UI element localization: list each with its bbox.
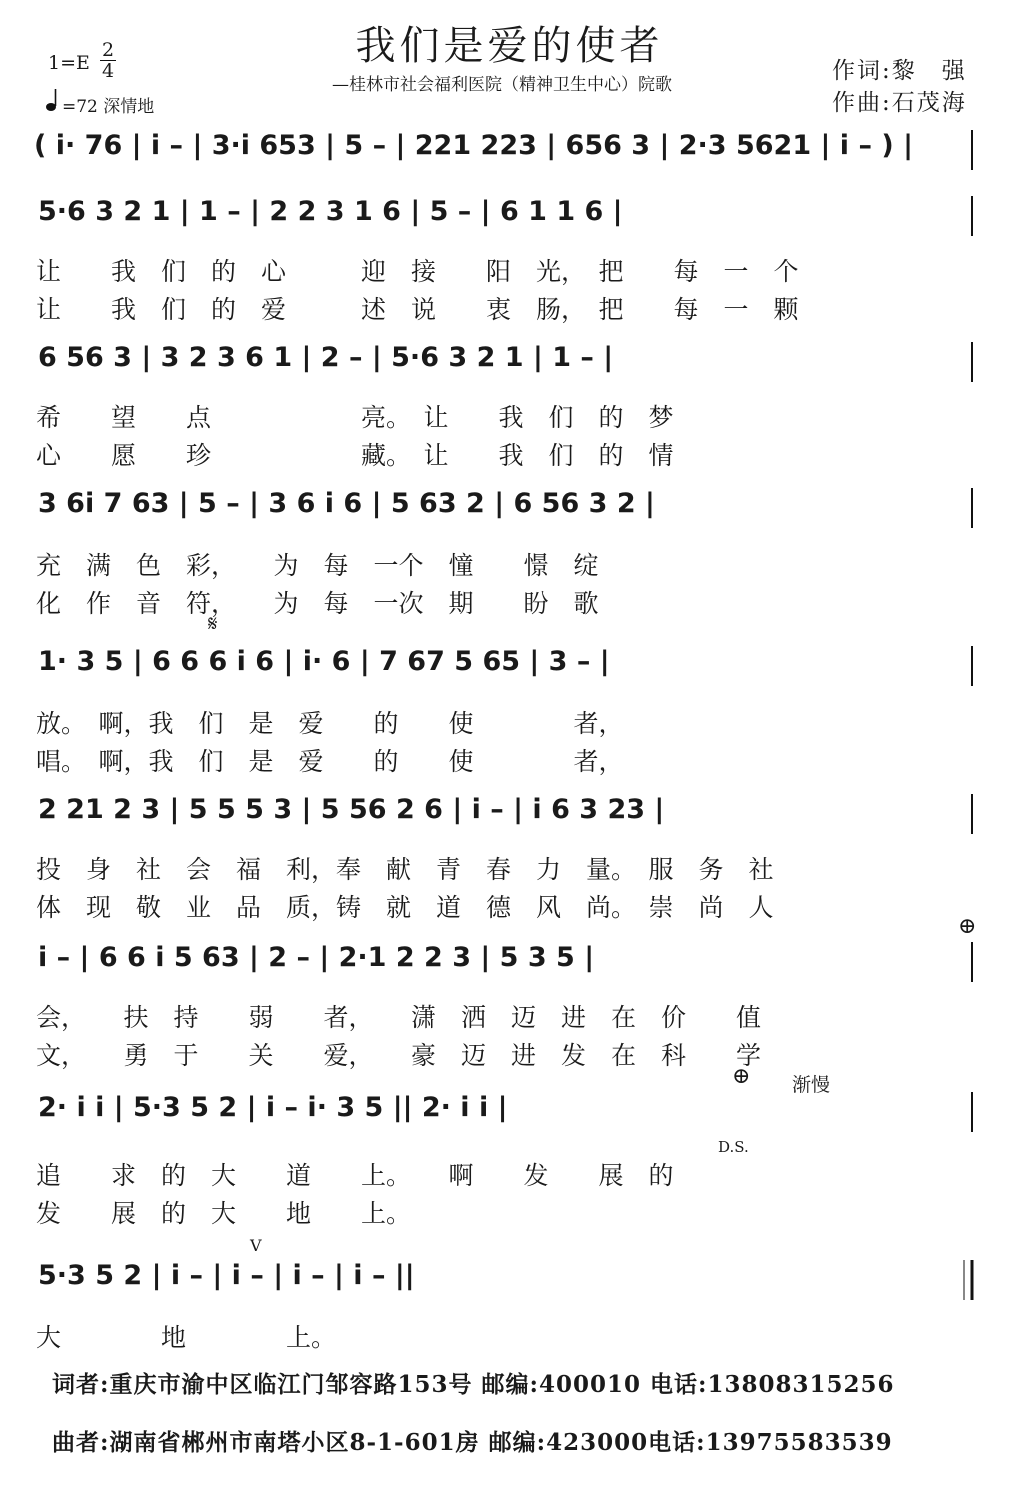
score-system: [34, 126, 980, 174]
score-system: [34, 938, 980, 986]
segno-icon: 𝄋: [208, 612, 218, 637]
score-system: [34, 790, 980, 838]
lyrics-verse-2: 心 愿 珍 藏。 让 我 们 的 情: [36, 441, 674, 470]
numbered-notes: 5·3 5 2 | i – | i – | i – | i – ||: [38, 1260, 415, 1291]
score-system: [34, 1088, 980, 1136]
lyrics-verse-1: 大 地 上。: [36, 1323, 337, 1352]
numbered-notes: 5·6 3 2 1 | 1 – | 2 2 3 1 6 | 5 – | 6 1 1 6 |: [38, 196, 623, 227]
coda-icon: ⊕: [958, 914, 977, 939]
song-subtitle: —桂林市社会福利医院（精神卫生中心）院歌: [332, 75, 672, 95]
numbered-notes: 2· i i | 5·3 5 2 | i – i· 3 5 || 2· i i |: [38, 1092, 508, 1123]
song-title: 我们是爱的使者: [355, 23, 664, 69]
time-signature-top: 2: [101, 39, 115, 61]
quarter-note-icon: [46, 88, 60, 112]
lyrics-verse-1: 让 我 们 的 心 迎 接 阳 光， 把 每 一 个: [36, 257, 799, 286]
dal-segno-marking: D.S.: [718, 1138, 749, 1156]
score-system: [34, 642, 980, 690]
numbered-notes: 1· 3 5 | 6 6 6 i 6 | i· 6 | 7 67 5 65 | 3 – |: [38, 646, 610, 677]
lyrics-verse-2: 唱。 啊，我 们 是 爱 的 使 者，: [36, 747, 624, 776]
score-system: [34, 484, 980, 532]
lyrics-verse-1: 希 望 点 亮。 让 我 们 的 梦: [36, 403, 674, 432]
time-signature: [100, 40, 116, 81]
lyrics-verse-2: 体 现 敬 业 品 质，铸 就 道 德 风 尚。 崇 尚 人: [36, 893, 774, 922]
lyrics-verse-1: 追 求 的 大 道 上。 啊 发 展 的: [36, 1161, 674, 1190]
tempo-marking: =72 深情地: [62, 97, 155, 117]
numbered-notes: 6 56 3 | 3 2 3 6 1 | 2 – | 5·6 3 2 1 | 1 – |: [38, 342, 614, 373]
breath-mark: V: [250, 1236, 262, 1255]
score-system: [34, 1256, 980, 1304]
lyrics-verse-2: 化 作 音 符， 为 每 一次 期 盼 歌: [36, 589, 599, 618]
lyricist-credit: 作词:黎 强: [832, 58, 967, 84]
lyrics-verse-2: 文， 勇 于 关 爱， 豪 迈 进 发 在 科 学: [36, 1041, 762, 1070]
lyrics-verse-1: 会， 扶 持 弱 者， 潇 洒 迈 进 在 价 值: [36, 1003, 762, 1032]
composer-address: 曲者:湖南省郴州市南塔小区8-1-601房 邮编:423000电话:13975583539: [52, 1429, 893, 1456]
coda-icon: ⊕: [732, 1064, 751, 1089]
lyrics-verse-2: 让 我 们 的 爱 述 说 衷 肠， 把 每 一 颗: [36, 295, 799, 324]
time-signature-bottom: 4: [101, 60, 115, 82]
score-system: [34, 192, 980, 240]
ritardando-marking: 渐慢: [792, 1074, 831, 1096]
numbered-notes: 3 6i 7 63 | 5 – | 3 6 i 6 | 5 63 2 | 6 56 3 2 |: [38, 488, 655, 519]
score-system: [34, 338, 980, 386]
numbered-notes: 2 21 2 3 | 5 5 5 3 | 5 56 2 6 | i – | i 6 3 23 |: [38, 794, 665, 825]
lyrics-verse-1: 放。 啊，我 们 是 爱 的 使 者，: [36, 709, 624, 738]
composer-credit: 作曲:石茂海: [832, 90, 967, 116]
lyricist-address: 词者:重庆市渝中区临江门邹容路153号 邮编:400010 电话:13808315256: [52, 1371, 895, 1398]
numbered-notes: i – | 6 6 i 5 63 | 2 – | 2·1 2 2 3 | 5 3 5 |: [38, 942, 595, 973]
key-signature: 1=E: [48, 52, 90, 74]
lyrics-verse-2: 发 展 的 大 地 上。: [36, 1199, 412, 1228]
numbered-notes: ( i· 76 | i – | 3·i 653 | 5 – | 221 223 | 656 3 | 2·3 5621 | i – ) |: [34, 130, 913, 161]
lyrics-verse-1: 投 身 社 会 福 利，奉 献 青 春 力 量。 服 务 社: [36, 855, 774, 884]
lyrics-verse-1: 充 满 色 彩， 为 每 一个 憧 憬 绽: [36, 551, 599, 580]
